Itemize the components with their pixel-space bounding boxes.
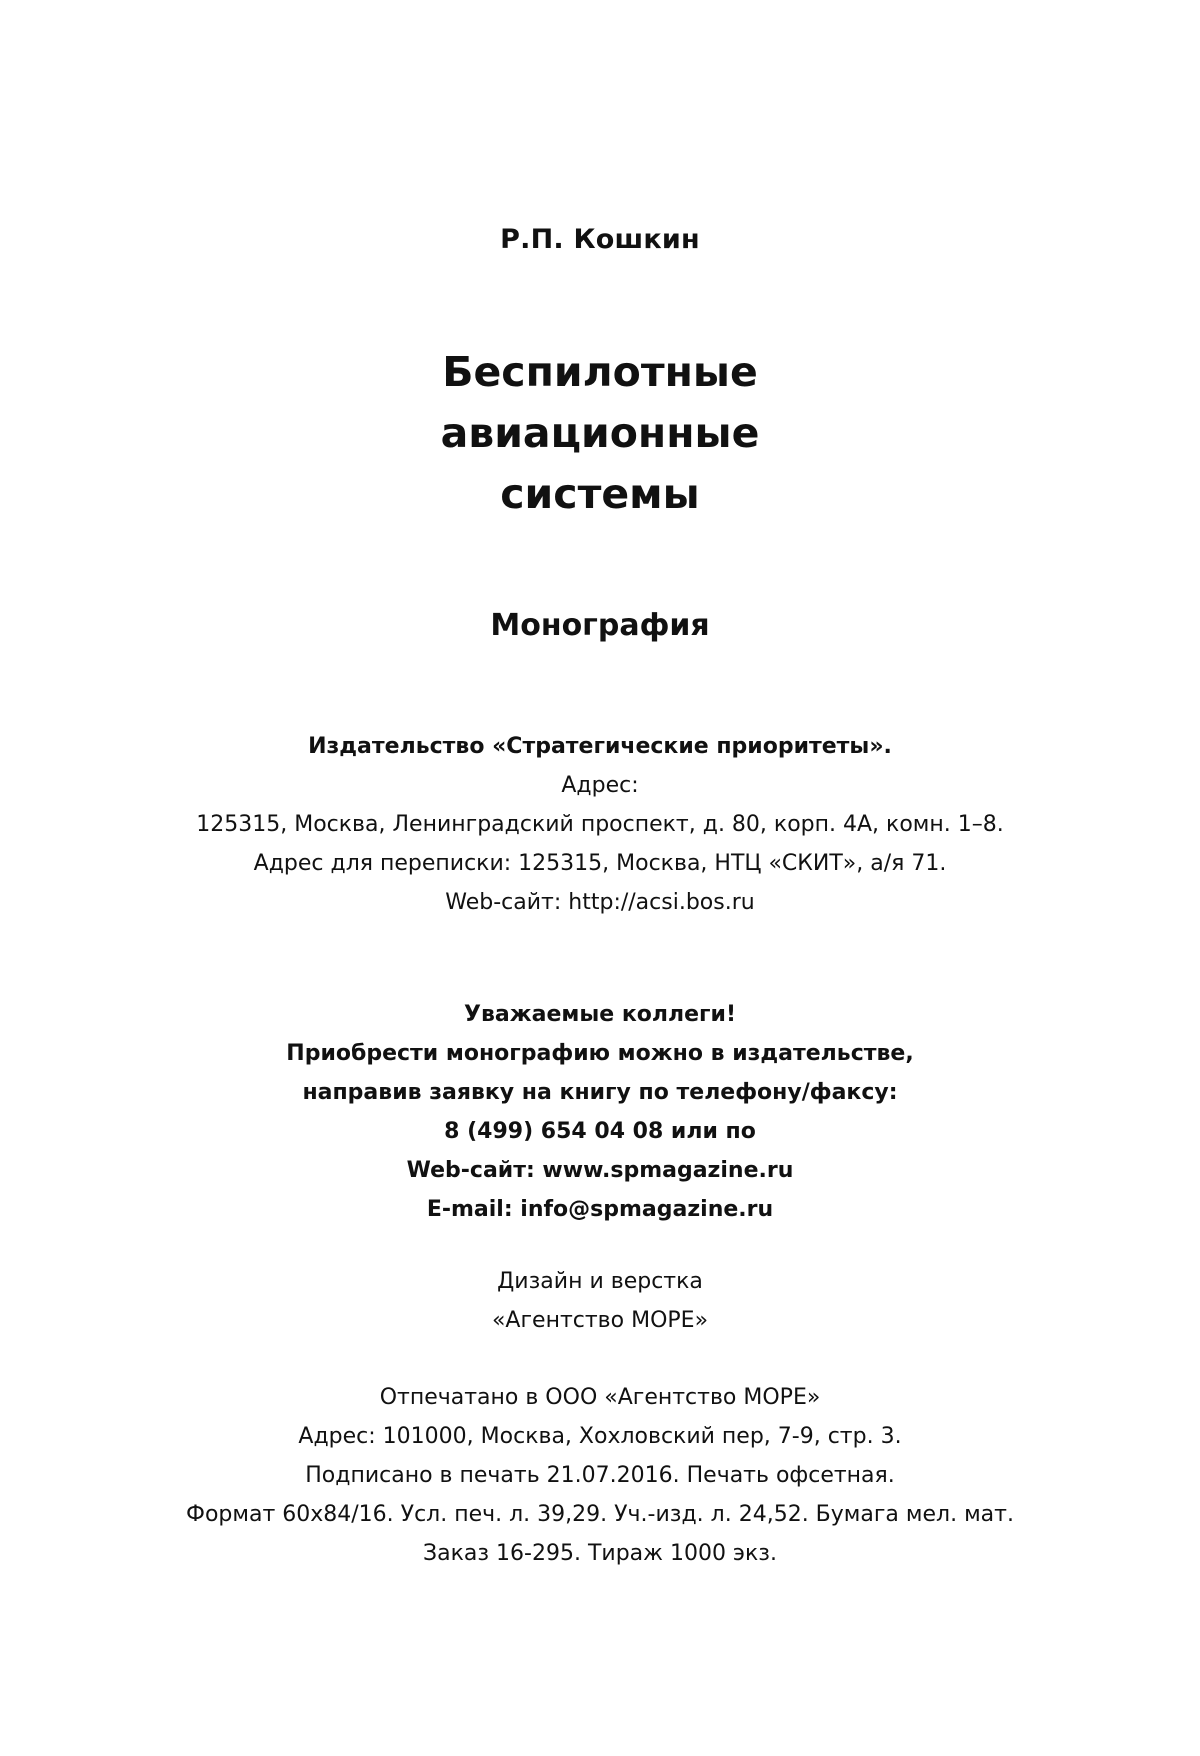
print-details — [0, 1378, 1200, 1573]
notice-email: E-mail: info@spmagazine.ru — [426, 1197, 774, 1222]
publisher-website: Web-сайт: http://acsi.bos.ru — [445, 890, 755, 915]
notice-phone: 8 (499) 654 04 08 или по — [444, 1119, 756, 1144]
order-notice — [0, 995, 1200, 1229]
book-title-line: системы — [500, 470, 700, 518]
publisher-address: 125315, Москва, Ленинградский проспект, д. 80, корп. 4А, комн. 1–8. — [196, 812, 1004, 837]
notice-greeting: Уважаемые коллеги! — [464, 1002, 736, 1027]
printer-address: Адрес: 101000, Москва, Хохловский пер, 7-9, стр. 3. — [298, 1424, 902, 1449]
design-credits — [0, 1262, 1200, 1340]
print-run: Заказ 16-295. Тираж 1000 экз. — [423, 1541, 777, 1566]
book-title-line: Беспилотные — [442, 348, 758, 396]
book-title — [0, 342, 1200, 525]
book-title-line: авиационные — [440, 409, 760, 457]
publisher-address-label: Адрес: — [561, 773, 639, 798]
print-date: Подписано в печать 21.07.2016. Печать офсетная. — [305, 1463, 895, 1488]
notice-line: направив заявку на книгу по телефону/факсу: — [302, 1080, 898, 1105]
publisher-block — [0, 727, 1200, 922]
printer-name: Отпечатано в ООО «Агентство МОРЕ» — [379, 1385, 821, 1410]
notice-line: Приобрести монографию можно в издательстве, — [286, 1041, 914, 1066]
design-agency: «Агентство МОРЕ» — [491, 1308, 709, 1333]
publisher-name: Издательство «Стратегические приоритеты». — [308, 734, 892, 759]
author-name: Р.П. Кошкин — [500, 224, 700, 255]
notice-website: Web-сайт: www.spmagazine.ru — [406, 1158, 794, 1183]
design-label: Дизайн и верстка — [497, 1269, 703, 1294]
publisher-mail-address: Адрес для переписки: 125315, Москва, НТЦ «СКИТ», а/я 71. — [253, 851, 947, 876]
print-format: Формат 60x84/16. Усл. печ. л. 39,29. Уч.-изд. л. 24,52. Бумага мел. мат. — [186, 1502, 1014, 1527]
book-genre: Монография — [490, 608, 710, 643]
